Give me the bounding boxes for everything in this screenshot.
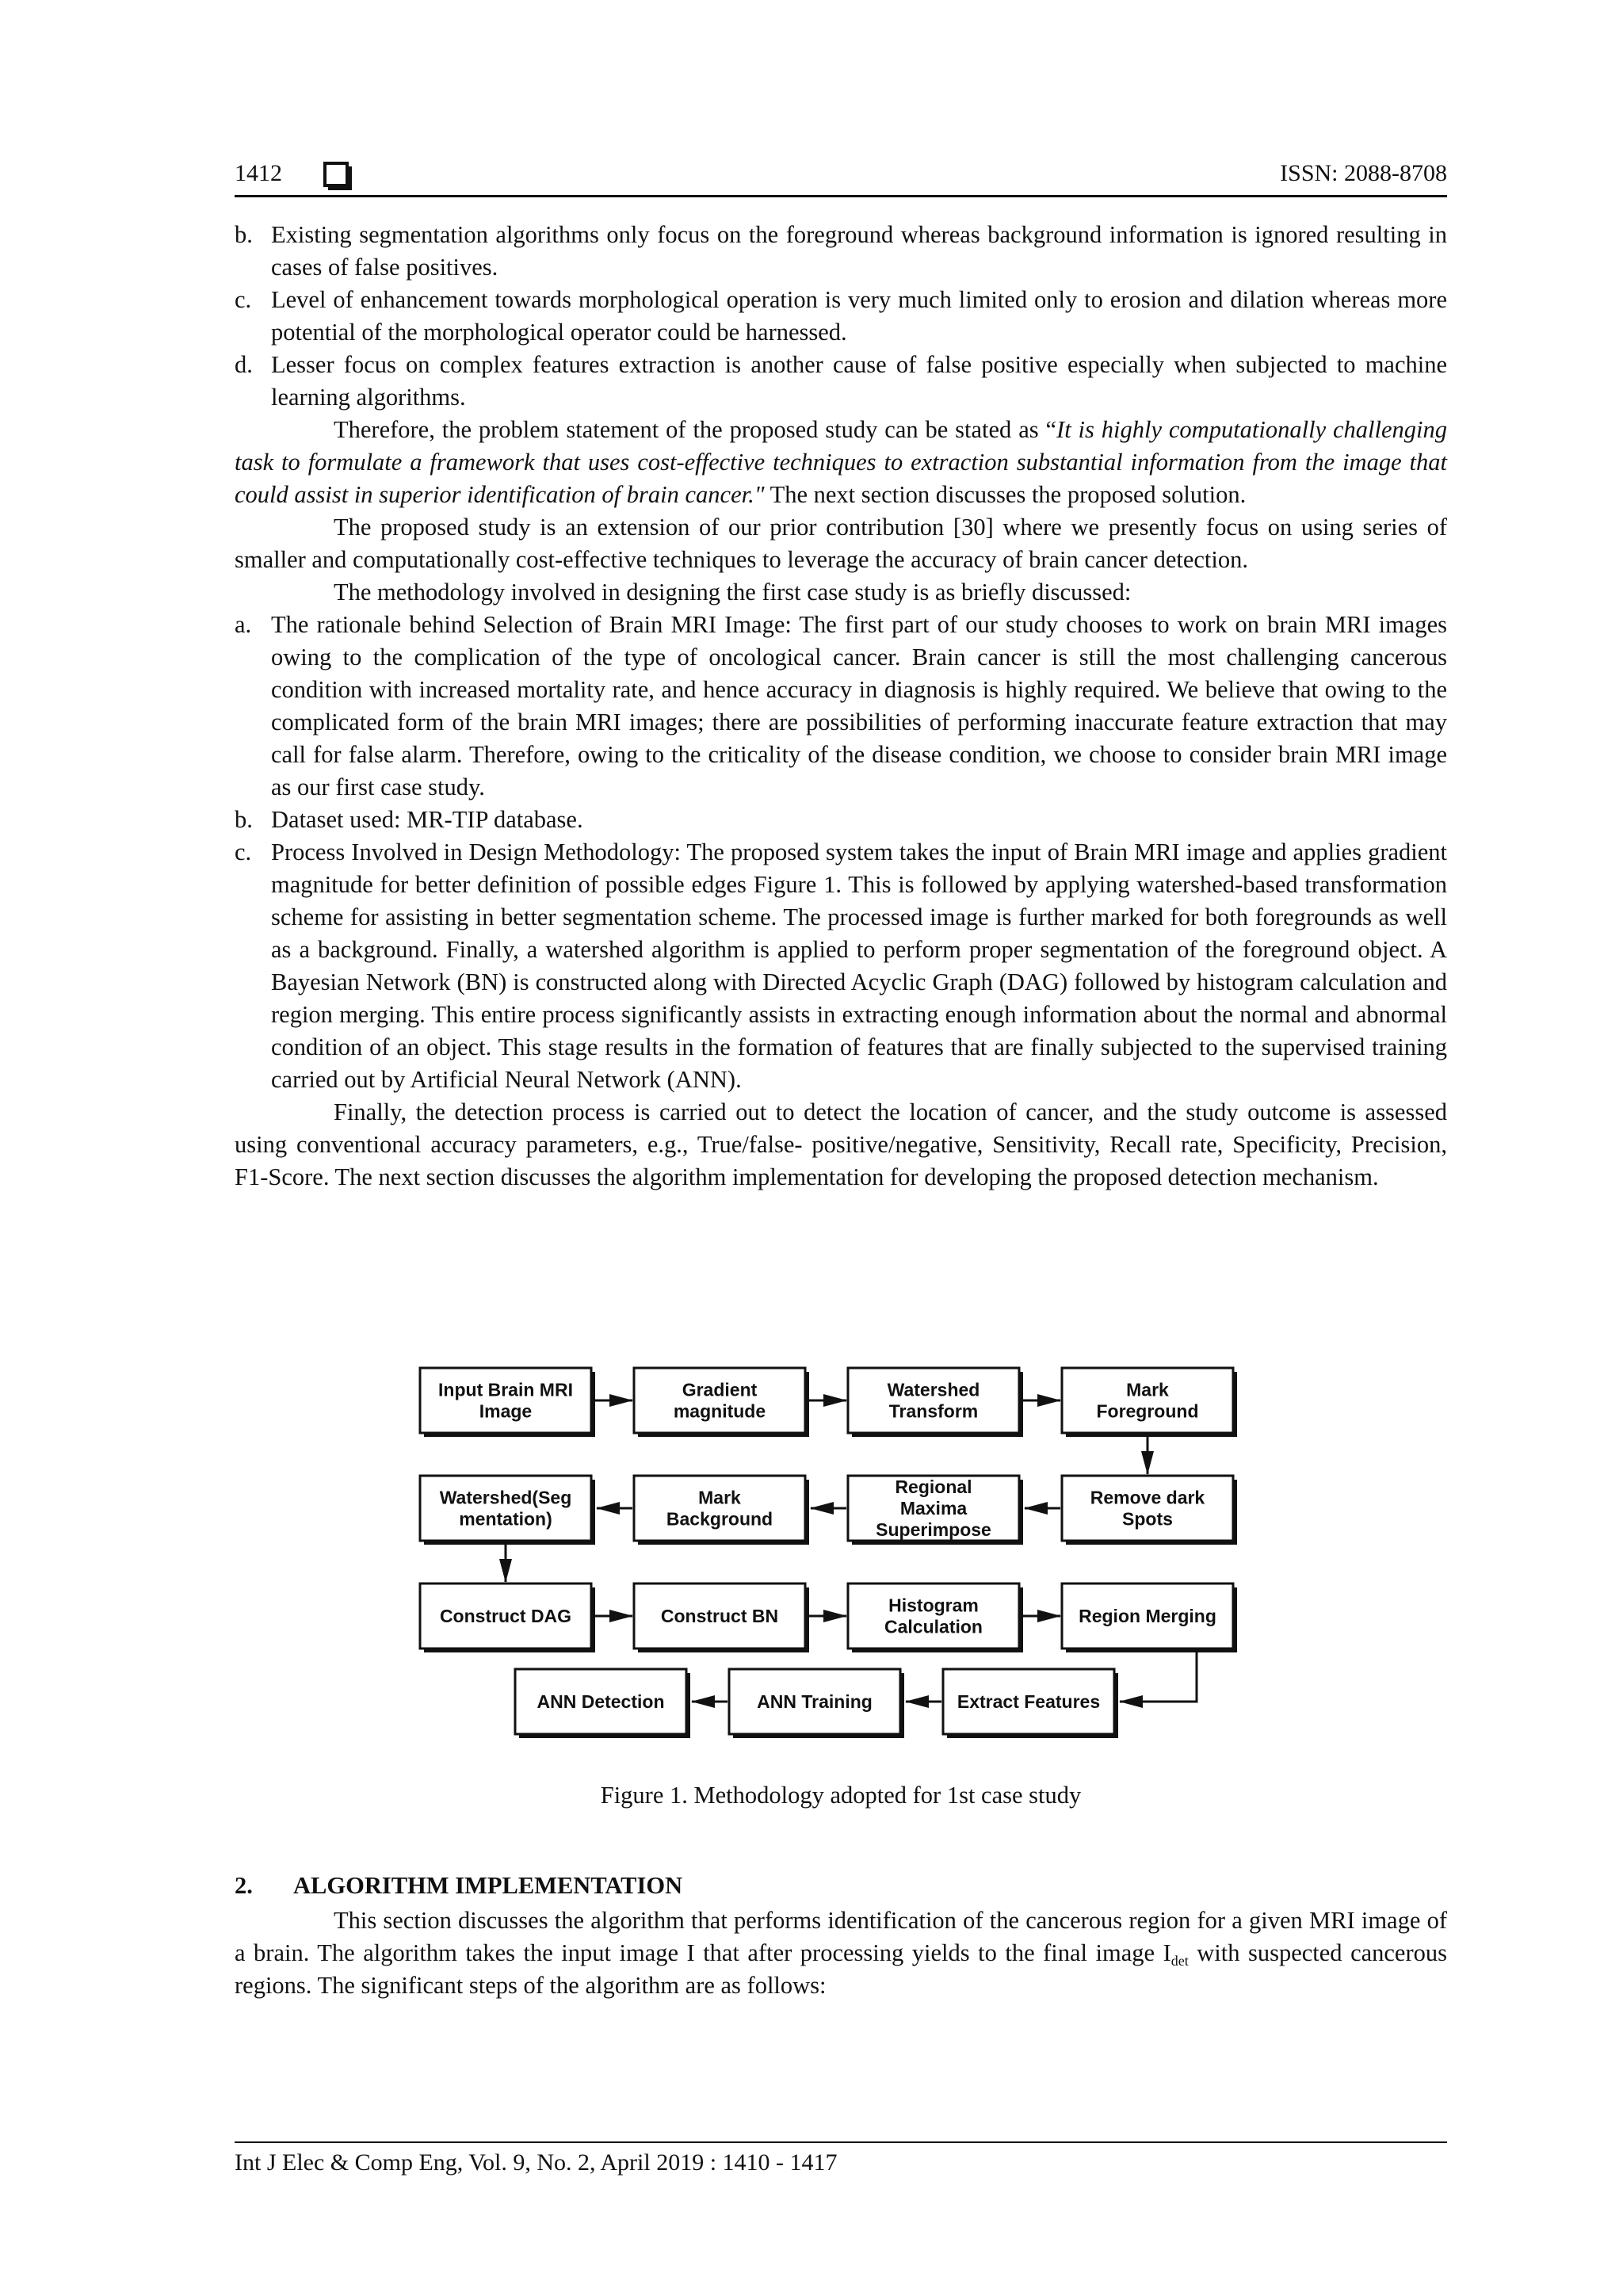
flow-box-construct-bn bbox=[634, 1584, 809, 1652]
flow-box-label: Mark bbox=[1126, 1379, 1169, 1400]
flow-box-label: Gradient bbox=[682, 1379, 758, 1400]
flow-box-label: Mark bbox=[698, 1487, 741, 1508]
paragraph-text: with suspected cancerous regions. The significant steps of the algorithm are as follows: bbox=[235, 1939, 1447, 1999]
flow-box-label: Construct DAG bbox=[439, 1606, 572, 1626]
list-item bbox=[235, 219, 1447, 284]
flow-box-label: Calculation bbox=[884, 1616, 983, 1637]
header-rule bbox=[235, 195, 1447, 197]
list-item bbox=[235, 349, 1447, 414]
flow-box-mark-foreground bbox=[1062, 1368, 1237, 1437]
list-marker: d. bbox=[235, 351, 253, 378]
flow-arrow bbox=[1120, 1652, 1197, 1702]
list-marker: b. bbox=[235, 806, 253, 833]
list-item bbox=[235, 836, 1447, 1096]
extension-paragraph: The proposed study is an extension of our prior contribution [30] where we presently focus on using series of smaller and computationally cost-effective techniques to leverage the accuracy of brain cancer detection. bbox=[235, 514, 1447, 573]
list-item-text: Level of enhancement towards morphological operation is very much limited only to erosion and dilation whereas more potential of the morphological operator could be harnessed. bbox=[271, 286, 1447, 346]
list-item-text: The rationale behind Selection of Brain MRI Image: The first part of our study chooses to work on brain MRI images owing to the complication of the type of oncological cancer. Brain cancer is still the most challenging cancerous condition with increased mortality rate, and hence accuracy in diagnosis is highly required. We believe that owing to the complicated form of the brain MRI images; there are possibilities of performing inaccurate feature extraction that may call for false alarm. Therefore, owing to the criticality of the disease condition, we choose to consider brain MRI image as our first case study. bbox=[271, 611, 1447, 800]
issn-label: ISSN: 2088-8708 bbox=[1280, 160, 1447, 186]
page-number: 1412 bbox=[235, 160, 282, 186]
subscript: det bbox=[1170, 1953, 1189, 1969]
list-item-text: Existing segmentation algorithms only focus on the foreground whereas background information is ignored resulting in cases of false positives. bbox=[271, 221, 1447, 281]
flow-box-ann-training bbox=[729, 1669, 904, 1738]
flow-box-extract-features bbox=[943, 1669, 1118, 1738]
flow-box-label: Extract Features bbox=[957, 1691, 1101, 1712]
methodology-paragraph: The methodology involved in designing the first case study is as briefly discussed: bbox=[334, 579, 1132, 606]
flow-box-remove-dark-spots bbox=[1062, 1476, 1237, 1545]
list-marker: c. bbox=[235, 286, 252, 313]
running-header bbox=[235, 151, 1447, 195]
flow-box-region-merging bbox=[1062, 1584, 1237, 1652]
flow-box-label: Watershed(Seg bbox=[439, 1487, 572, 1508]
section-number: 2. bbox=[235, 1872, 253, 1899]
figure-caption: Figure 1. Methodology adopted for 1st case study bbox=[600, 1782, 1082, 1809]
flowchart-edges bbox=[506, 1400, 1197, 1702]
paragraph-text: This section discusses the algorithm that performs identification of the cancerous region for a given MRI image of a brain. The algorithm takes the input image I that after processing yields to the final image I bbox=[235, 1907, 1447, 1966]
flow-box-label: Watershed bbox=[887, 1379, 980, 1400]
list-marker: b. bbox=[235, 221, 253, 248]
flow-box-construct-dag bbox=[420, 1584, 595, 1652]
flowchart-boxes bbox=[420, 1368, 1237, 1738]
paragraph-text: The next section discusses the proposed solution. bbox=[764, 481, 1247, 508]
methodology-flowchart bbox=[412, 1355, 1268, 1783]
body-text-top bbox=[235, 219, 1447, 1194]
flow-box-label: ANN Detection bbox=[537, 1691, 665, 1712]
list-marker: c. bbox=[235, 839, 252, 865]
flow-box-label: Background bbox=[666, 1508, 773, 1530]
list-item bbox=[235, 609, 1447, 804]
flow-box-ann-detection bbox=[515, 1669, 690, 1738]
flow-box-label: Input Brain MRI bbox=[438, 1379, 573, 1400]
list-marker: a. bbox=[235, 611, 252, 638]
flow-box-gradient bbox=[634, 1368, 809, 1437]
finally-paragraph: Finally, the detection process is carried out to detect the location of cancer, and the study outcome is assessed using conventional accuracy parameters, e.g., True/false- positive/negative, Sensitivity, Recall rate, Specificity, Precision, F1-Score. The next section discusses the algorithm implementation for developing the proposed detection mechanism. bbox=[235, 1098, 1447, 1190]
problem-statement-quote: It is highly computationally challenging task to formulate a framework that uses cost-effective techniques to extraction substantial information from the image that could assist in superior identification of brain cancer." bbox=[235, 416, 1447, 508]
list-item bbox=[235, 804, 1447, 836]
flow-box-label: Maxima bbox=[899, 1498, 968, 1519]
footer-rule bbox=[235, 2141, 1447, 2143]
flow-box-label: Superimpose bbox=[876, 1519, 991, 1540]
flow-box-label: mentation) bbox=[459, 1508, 552, 1530]
flow-box-label: Region Merging bbox=[1079, 1606, 1216, 1626]
section-title: ALGORITHM IMPLEMENTATION bbox=[293, 1872, 683, 1899]
list-item-text: Lesser focus on complex features extraction is another cause of false positive especially when subjected to machine learning algorithms. bbox=[271, 351, 1447, 411]
list-item-text: Dataset used: MR-TIP database. bbox=[271, 806, 583, 833]
flow-box-input bbox=[420, 1368, 595, 1437]
flow-box-label: Remove dark bbox=[1090, 1487, 1205, 1508]
flow-box-label: magnitude bbox=[673, 1400, 766, 1422]
checkbox-glyph-icon bbox=[323, 162, 349, 187]
flow-box-watershed-transform bbox=[848, 1368, 1023, 1437]
section-heading bbox=[235, 1872, 1447, 1900]
flow-box-histogram bbox=[848, 1584, 1023, 1652]
flow-box-mark-background bbox=[634, 1476, 809, 1545]
flow-box-label: Construct BN bbox=[660, 1606, 779, 1626]
flow-box-label: Histogram bbox=[888, 1595, 979, 1616]
problem-statement-paragraph bbox=[235, 414, 1447, 511]
list-item bbox=[235, 284, 1447, 349]
flow-box-label: ANN Training bbox=[757, 1691, 873, 1712]
paragraph-text: Therefore, the problem statement of the proposed study can be stated as “ bbox=[334, 416, 1057, 443]
body-text-section bbox=[235, 1904, 1447, 2002]
flow-box-label: Regional bbox=[895, 1477, 972, 1497]
flow-box-label: Spots bbox=[1122, 1508, 1173, 1530]
running-footer: Int J Elec & Comp Eng, Vol. 9, No. 2, April 2019 : 1410 - 1417 bbox=[235, 2149, 838, 2176]
list-item-text: Process Involved in Design Methodology: The proposed system takes the input of Brain MRI image and applies gradient magnitude for better definition of possible edges Figure 1. This is followed by applying watershed-based transformation scheme for assisting in better segmentation scheme. The processed image is further marked for both foregrounds as well as a background. Finally, a watershed algorithm is applied to perform proper segmentation of the foreground object. A Bayesian Network (BN) is constructed along with Directed Acyclic Graph (DAG) followed by histogram calculation and region merging. This entire process significantly assists in extracting enough information about the normal and abnormal condition of an object. This stage results in the formation of features that are finally subjected to the supervised training carried out by Artificial Neural Network (ANN). bbox=[271, 839, 1447, 1093]
flow-box-regional-maxima bbox=[848, 1476, 1023, 1545]
flow-box-label: Foreground bbox=[1096, 1400, 1199, 1422]
flowchart-svg bbox=[412, 1355, 1268, 1783]
section-paragraph bbox=[235, 1904, 1447, 2002]
flow-box-watershed-segmentation bbox=[420, 1476, 595, 1545]
flow-box-label: Image bbox=[479, 1400, 533, 1422]
flow-box-label: Transform bbox=[888, 1400, 979, 1422]
